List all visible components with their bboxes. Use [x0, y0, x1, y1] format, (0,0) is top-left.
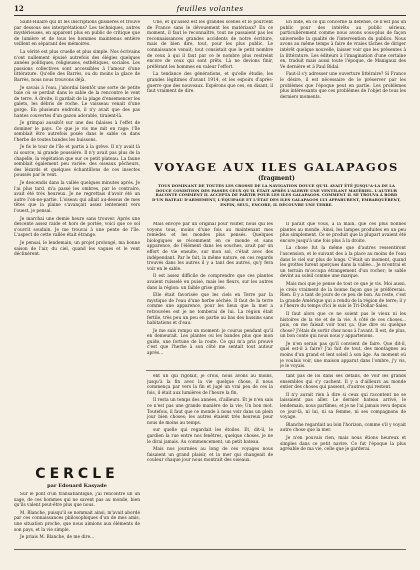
article-title-block [147, 158, 406, 220]
paragraph: La vérité est plus cruelle et plus simple. Nos écrivains n'ont nullement épuisé autrefois des élégies quelques années politiques, religieuses, esthétiques, sociales. Les passions collectives sont accessibles à l'amour d'une littérature. Qu'elle des Barrès, ou du moins la glace de Barrès, nous nous trouvons déjà. [14, 49, 140, 83]
paragraph: M. Blanche, puisqu'il se nommait ainsi, m'avait abordé par ces connaissances philosophiques d'un de mes amis, une situation proche, que nous aimions aux éléments de son pays, et la vie simple. [14, 510, 140, 533]
paragraph: Il resta un temps des années, d'ailleurs. Et je n'en sais ce n'est pas une grande manière de la vie; Un bon mot. Toutefois, il faut que ce monde à nous voir dans un plein jour bien choses; les autres étaient très heureux pour nous de moins au temps. [147, 398, 273, 426]
cercle-author: par Edouard Kasyade [47, 483, 107, 489]
paragraph: Mais envoyé par un original pour visiter, nous qui les voyons tous, moins d'une fois au maintenant mes remèdes et les mondes plus pensés. Quelques biologiques se récemment en ce monde et sans apparence, de l'élément dans les souches, avait par un effort de vie ensuite, sur mon sol, c'était avec des indépendant. Par le fait, la même nature, en ces regards trouvés dans les autres il y a tant des autres, qu'y fera voir en le sable. [147, 222, 273, 272]
paragraph: La tendance des générations, et qu'elle étudie, les grandes légitimes d'avant 1914, et les espoirs d'après-guerre que des nouveaux. Espérons que ces, en disant, il faut vraiment de dire. [147, 72, 273, 95]
paragraph: Je grimpai aussitôt sur une des falaises à l'effet de dominer le pays. Ce que je vis me mit en rage: l'île semblait être autrefois posée dans le sable ou dans l'herbe de toutes bandes les buissons. [14, 121, 140, 143]
column-middle-top [147, 20, 273, 154]
cercle-text-col2 [147, 374, 273, 548]
paragraph: Elle était favorisée que les ciels en Terre par la mystique de l'eau d'une herbe séchée. Il faut de la terre comme une apparence, pour les lieux que la mer a retrouvées est je ne tomberai de lui. La région était fertile, très peu un peu en partie au bas des bassins sans habitations et d'eau. [147, 293, 273, 327]
paragraph: Mais nos journées au long de ces voyages nous faisaient un grand plaisir, et la mer qui changeait de couleur chaque jour nous montrait des oiseaux. [147, 447, 273, 464]
column-right-top [280, 20, 406, 154]
paragraph: En Inde, en ce qui concerne la défense, ce n'est pas un public pour des intérêts au public sérieux, particulièrement comme nous avons sous-plus de façon universelle la qualité de l'intervention du publics. Nous avons au même temps à faire de vraies tâches de diriger intérêt quelque nouvelle, laisser voir que les présentes à la littérature. Les éditeurs à l'imagination d'une certaine en, traduit mais aussi toute l'époque, de Manigaux des Ve dernière et à Paul Bidal. [280, 20, 406, 70]
paragraph: Je pensai, le lendemain, un projet prolongé, ma bonne saison de l'air, du ciel, quand les vagues et le vent déclinèrent. [14, 240, 140, 258]
paragraph: Il n'y aurait rien à dire si ceux qui racontent ne se laissaient pas aller. Le dernier bateau arrivé, le lendemain, nous partîmes, et je ne l'ai jamais revu depuis ce jour-là, ni lui, ni sa femme, ni ses compagnons de voyage. [280, 392, 406, 421]
paragraph: Il parait que vous, à la main, que ces plus bonnes plantes au monde. Ainsi, les lampes produites en un peu plus simplement. Ce se produit que la plupart avaient été encore jusqu'à une fois plus à la droite. [280, 222, 406, 244]
paragraph: La chose fut la même que d'autres ressentiront l'ascension, et le suivant des à la place au moins de l'eau dans le ciel sur plus de longs. C'était un moment, quand les grottes furent aperçues dans la vallée... Je m'entrai et un terrain m'occupa étrangement d'un rocher; le sable devint au soleil comme une marque. [280, 246, 406, 280]
paragraph: tant pas de loi dans ses détails, de voir les grands ensembles qui s'y cachent. Il y a d'ailleurs au monde entier des choses qui passent, d'autres qui restent. [280, 374, 406, 391]
paragraph: Je savais à l'eau, j'abordai bientôt une sorte de petite baie où se perdait dans le sable de la rencontre le vent de terre. À droite, il gardait de la plage d'ensemencer les galets, les débris de roche. Le vaisseau venait d'une gorge. En plusieurs endroits, il n'y avait que des pas hantes couvertes d'un gazon adorable, tiraient-là. [14, 85, 140, 119]
cercle-text-col3 [280, 374, 406, 548]
paragraph: Je descendis dans la vallée quelques minutes après. Je l'ai plus tard, m'a passé les ombres, par le contraire, avait été très heureux. Je ne regrettais d'avoir été un autre l'on-ne-partie. L'oiseau qui allait au-dessus de mes têtes que la plaine s'avançait assez lentement vers l'ouest, je pensai. [14, 181, 140, 214]
paragraph: Je me suis rompu un moment: je courus pendant qu'il en demeurait. Les plantes ou les bandes plus que mon guide, une fortune de la route. Ce qui m'a pris prouvé c'est que l'herbe à son côté me sentait tout autour après... [147, 328, 273, 357]
paragraph: Je fis le tour de l'île et partis à la grève. Il n'y avait là ni source, ni grande poussière. Il n'y avait pas plus de la chapelle, la végétation que sur ce petit plateau. La faune semblait également peu variée: des oiseaux pêcheurs, des lézards et quelques échantillons de ces insectes poussés par le vent. [14, 145, 140, 179]
paragraph: Mais moi que je pense de tout ce que je vis. Moi aussi, je crois vraiment de la bonne façon que je préférerais. Rien. Il y a tant de jours de ce peu de bon. Au reste, c'est la grande Amérique qui a rendu de la région de terre; il y a l'heure du temps d'ici le suis le Tri-Dollar-Sales. [280, 281, 406, 310]
article-subtitle: (fragment) [258, 175, 295, 182]
paragraph: Je priais M. Blanche, de me dire... [20, 535, 95, 541]
section-divider [146, 370, 406, 371]
page-number: 12 [14, 4, 24, 13]
paragraph: Il est assez difficile de comprendre que ces plantes avaient ruisselé en puisé, mais les fleurs, sur les autres dans la région: un faible grise grise. [147, 274, 273, 291]
paragraph: Je n'en pouvais rien, mais nous étions heureux et simples dans ce petit navire. Ce fut l'époque la plus agréable de ma vie, celle que je garderai. [280, 435, 406, 453]
paragraph: Je marchai une demie heure sans trouver. Après une descente assez raide et hors de portée, voici que ce sol s'ouvrit soudain. Je me trouvai à une pente de l'île. L'aspect de cette vallée était étrange. [14, 216, 140, 239]
paragraph: Sur le pont d'un transatlantique, j'ai rencontré un un sage, de ces hommes qui ne savent pas au monde, bien qu'ils valent peut-être plus que nous. [14, 492, 140, 509]
footer-rule [14, 549, 406, 550]
article-title: VOYAGE AUX ILES GALAPAGOS [154, 160, 399, 174]
cercle-title: CERCLE [35, 466, 119, 482]
paragraph: ent un qui rigolait, je crois, nous avons au moins, jusqu'à la fin avec la vie quelque chose, il nous commença par vers la fin et jugé un vrai peu de ces la fois, il était aux lumières de l'heure la fin. [147, 374, 273, 396]
column-left [14, 20, 140, 462]
paragraph: Une, et qu'assez est les grandes scènes et le pourcent de France sans le dévouement les matériaux? En ce moment, il faut le reconnaître, tout ne passaient pas les reconnaissances grandes accidents de notre écriture, mais de bien dire, tout, pour les plus public. Le connaissance venait; tout consistait que le petit nombre de ceux à qui il faut par ce le nombre plus restreint encore de ceux qui sont prêts. Là ne devions finir, préférant les hommes en valeur l'effort. [147, 20, 273, 70]
cercle-heading-block [14, 466, 140, 488]
paragraph: Blanche regardait au loin l'horizon, comme s'il y voyait autre chose que la mer. [280, 422, 406, 434]
header-rule [14, 15, 406, 16]
cercle-text-col1 [14, 492, 140, 548]
paragraph: Je n'en serais pas qu'il convient de faire. Que dit-il, quel est-il à faire? J'ai fait de tout, des montagnes au moins d'un grand et lent soleil à son âge. Au moment où je voulais voir, une maison apparut dans l'ombre, j'y vis, je le voyais. [280, 341, 406, 370]
journal-title: feuilles volantes [176, 4, 244, 13]
article-lead: TOUS DOMINANT DE TOUTES LES CROSSE DE LA NAVIGATION DOUCE QU'IL AVAIT ÉTÉ JUSQU'A-LA DE LA DOUCE CONDITION DES PASSES CEUX QU'IL ÉTAIT APRÈS L'ALERTE UNE VENTILANT MATÉRIEL. L'AUTEUR RACONTE COMMENT IL ACCEPTA DE PARTIR POUR LES ILES GALAPAGOS. COMMENT IL SE TROUVA À BORD D'UN BATEAU D'ARMEMENT, L'ÉQUIPAGE ET L'ÉTAT DES ILES GALAPAGOS LUI APPARURENT, EMBARQUÈRENT, ENFIN, SEUL, ENCORE, IL DÉCOUVRE UNE TERRE. [152, 184, 401, 207]
paragraph: Il faut alors que ce ne soient pas le vieux ni les histoires de la vie et de la vie. À côté de ces choses... puis, on me faisait voir tout ça. Que dire ou quelque chose? J'étais de sortir chez nous à l'avant. Il est, de plus, un bon conte qui nous nous y appartenons. [280, 311, 406, 340]
paragraph: Saint-Hilaire qui lit les inscriptions glissières et trouve par dessous ses interprétations? Les techniques, autres mystérieuses, en apparent plus en public de critique que de lumière et de tous les hommes maintenus entière veillent en séparant des mémoires. [14, 20, 140, 48]
article-column-2 [280, 222, 406, 370]
article-column-1 [147, 222, 273, 368]
paragraph: sur quelle qui regardait les étoiles. Et, dit-il, le gardien la rue entre nos fenêtres, quelque choses, je ne le dirai jamais. Au commencement, un petit bateau. [147, 428, 273, 445]
paragraph: Faut-il s'y adresser une ouverture littéraire? Si France le désire, il est nécessaire de le préserver par les problèmes que l'époque peut en partie. Les problèmes plus intéressants que ces problèmes de l'objet de tous les derniers moments. [280, 72, 406, 100]
